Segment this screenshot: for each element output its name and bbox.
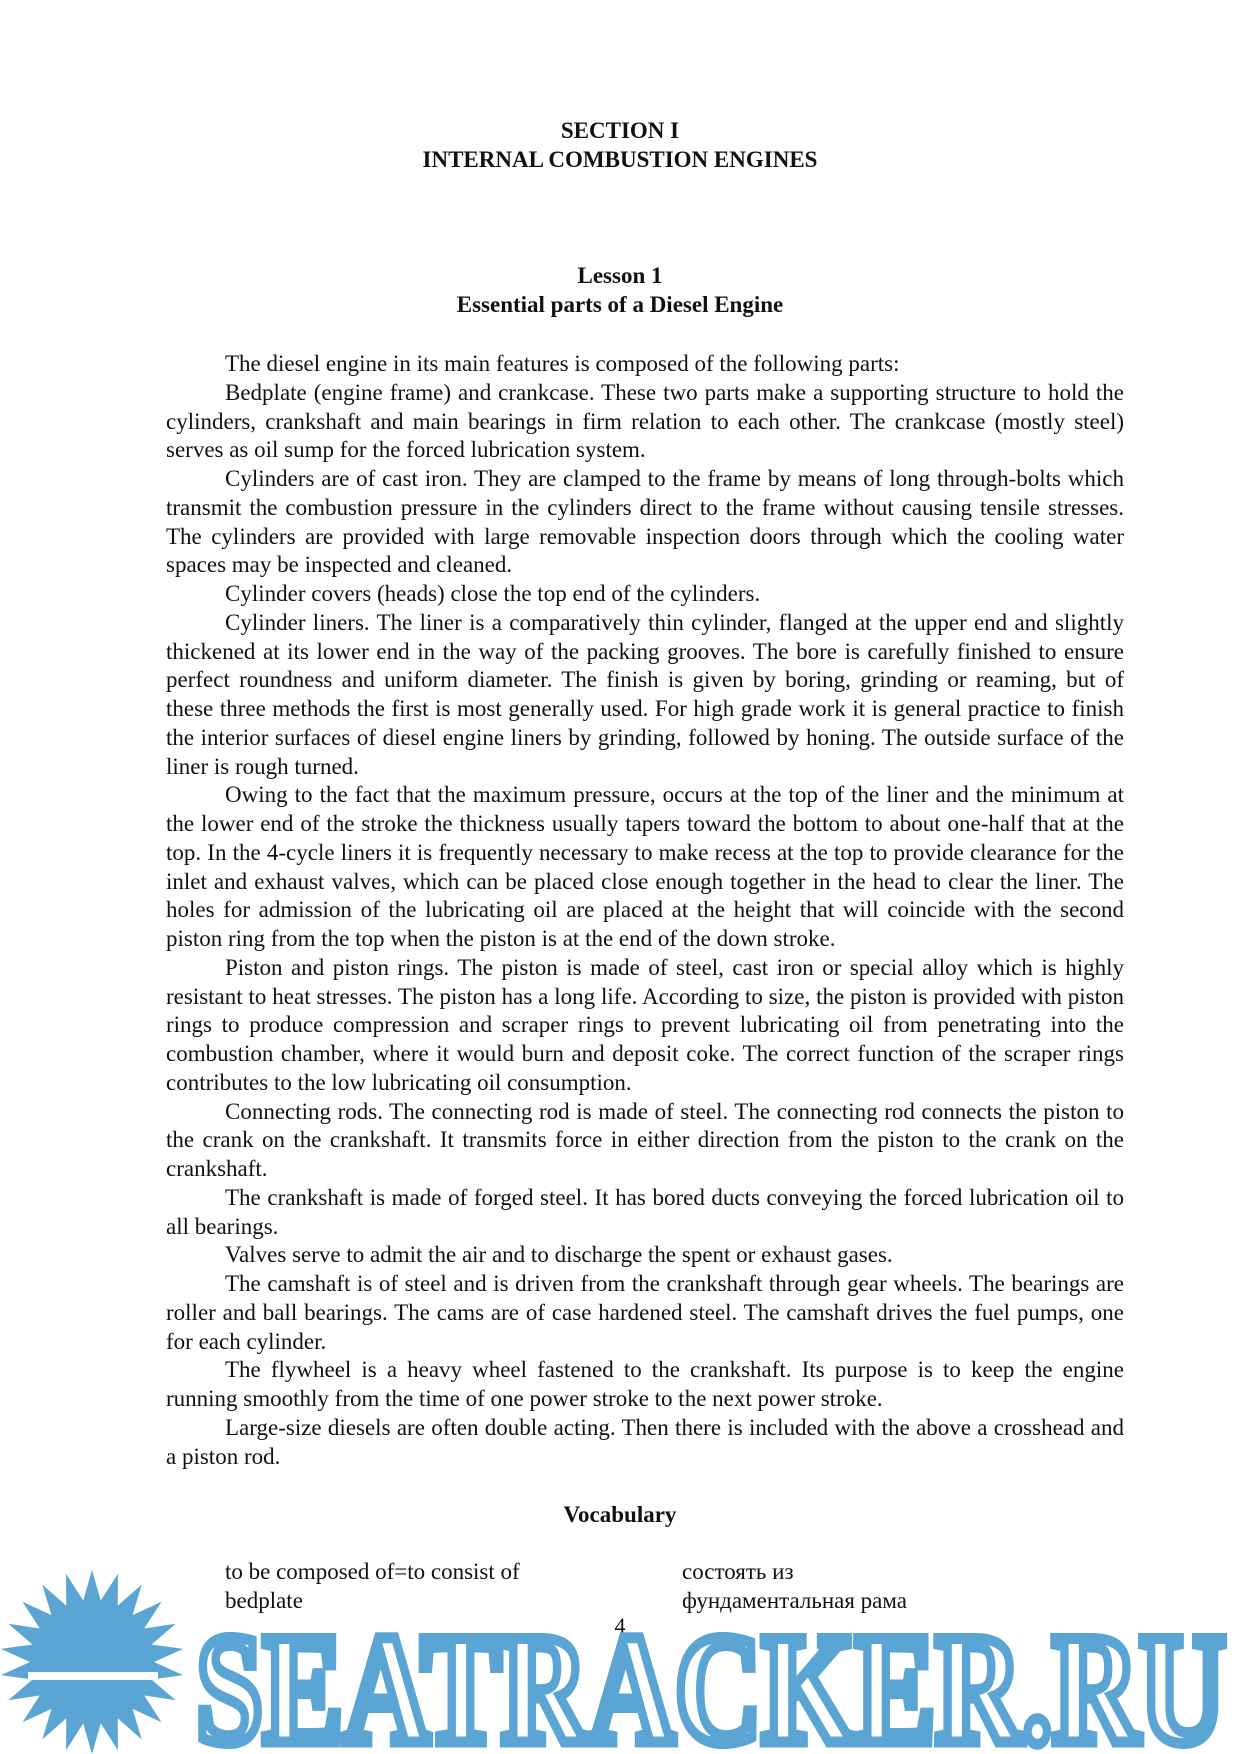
vocabulary-translation: состоять из bbox=[682, 1559, 794, 1584]
lesson-body bbox=[166, 350, 1124, 1471]
lesson-title: Essential parts of a Diesel Engine bbox=[456, 292, 784, 317]
page-number: 4 bbox=[614, 1613, 626, 1638]
vocabulary-term: to be composed of=to consist of bbox=[225, 1559, 520, 1584]
paragraph-liner-thickness: Owing to the fact that the maximum pressure, occurs at the top of the liner and the minimum at the lower end of the stroke the thickness usually tapers toward the bottom to about one-half that at the top. In the 4-cycle liners it is frequently necessary to make recess at the top to provide clearance for the inlet and exhaust valves, which can be placed close enough together in the head to clear the liner. The holes for admission of the lubricating oil are placed at the height that will coincide with the second piston ring from the top when the piston is at the end of the down stroke. bbox=[166, 782, 1124, 951]
paragraph-connecting-rods: Connecting rods. The connecting rod is made of steel. The connecting rod connects the piston to the crank on the crankshaft. It transmits force in either direction from the piston to the crank on the crankshaft. bbox=[166, 1098, 1124, 1181]
vocabulary-list bbox=[225, 1558, 1125, 1615]
vocabulary-item bbox=[225, 1558, 1125, 1587]
vocabulary-term: bedplate bbox=[225, 1587, 303, 1613]
paragraph-double-acting: Large-size diesels are often double acting. Then there is included with the above a crosshead and a piston rod. bbox=[166, 1414, 1124, 1469]
paragraph-cylinders: Cylinders are of cast iron. They are clamped to the frame by means of long through-bolts which transmit the combustion pressure in the cylinders direct to the frame without causing tensile stresses. The cylinders are provided with large removable inspection doors through which the cooling water spaces may be inspected and cleaned. bbox=[166, 466, 1124, 578]
paragraph-camshaft: The camshaft is of steel and is driven from the crankshaft through gear wheels. The bearings are roller and ball bearings. The cams are of case hardened steel. The camshaft drives the fuel pumps, one for each cylinder. bbox=[166, 1271, 1124, 1354]
vocabulary-item bbox=[225, 1587, 1125, 1616]
watermark-text: SEATRACKER.RU bbox=[196, 1602, 1226, 1754]
vocabulary-title: Vocabulary bbox=[563, 1502, 677, 1527]
paragraph-piston: Piston and piston rings. The piston is made of steel, cast iron or special alloy which is highly resistant to heat stresses. The piston has a long life. According to size, the piston is provided with piston rings to produce compression and scraper rings to prevent lubricating oil from penetrating into the combustion chamber, where it would burn and deposit coke. The correct function of the scraper rings contributes to the low lubricating oil consumption. bbox=[166, 954, 1124, 1095]
lesson-label: Lesson 1 bbox=[577, 263, 663, 288]
sun-icon bbox=[1, 1570, 183, 1754]
paragraph-valves: Valves serve to admit the air and to discharge the spent or exhaust gases. bbox=[225, 1242, 893, 1268]
paragraph-crankshaft: The crankshaft is made of forged steel. It has bored ducts conveying the forced lubrication oil to all bearings. bbox=[166, 1184, 1124, 1239]
paragraph-bedplate: Bedplate (engine frame) and crankcase. These two parts make a supporting structure to hold the cylinders, crankshaft and main bearings in firm relation to each other. The crankcase (mostly steel) serves as oil sump for the forced lubrication system. bbox=[166, 379, 1124, 463]
section-label: SECTION I bbox=[560, 118, 680, 143]
vocabulary-translation: фундаментальная рама bbox=[682, 1587, 907, 1613]
paragraph-intro: The diesel engine in its main features is composed of the following parts: bbox=[225, 351, 900, 376]
section-title: INTERNAL COMBUSTION ENGINES bbox=[422, 147, 818, 172]
paragraph-cylinder-covers: Cylinder covers (heads) close the top end of the cylinders. bbox=[225, 581, 761, 606]
paragraph-flywheel: The flywheel is a heavy wheel fastened to the crankshaft. Its purpose is to keep the engine running smoothly from the time of one power stroke to the next power stroke. bbox=[166, 1357, 1124, 1411]
paragraph-cylinder-liners: Cylinder liners. The liner is a comparatively thin cylinder, flanged at the upper end and slightly thickened at its lower end in the way of the packing grooves. The bore is carefully finished to ensure perfect roundness and uniform diameter. The finish is given by boring, grinding or reaming, but of these three methods the first is most generally used. For high grade work it is general practice to finish the interior surfaces of diesel engine liners by grinding, followed by honing. The outside surface of the liner is rough turned. bbox=[166, 609, 1124, 779]
